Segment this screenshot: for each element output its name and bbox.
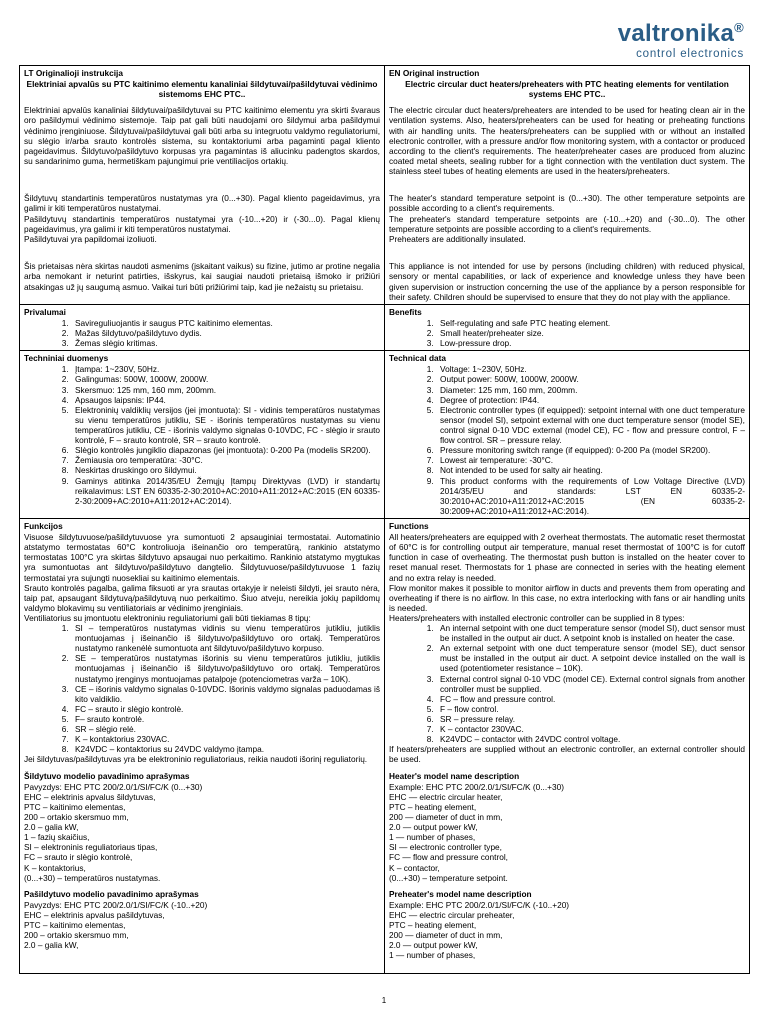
company-logo bbox=[604, 16, 744, 61]
list-item: 9. Gaminys atitinka 2014/35/EU Žemųjų Įtampų Direktyvas (LVD) ir standartų reikalavimus: LST EN 60335-2-30:2010+AC:2010+A11:2012+AC:2015 (EN 60335-2-30:2009+AC:2010+A11:2012+AC:2014). bbox=[71, 476, 380, 506]
en-heater-model-line: PTC – heating element, bbox=[389, 801, 477, 812]
list-item: 8. Not intended to be used for salty air heating. bbox=[436, 465, 745, 475]
en-heater-model-line: EHC — electric circular heater, bbox=[389, 791, 503, 802]
lt-heater-model-line: (0...+30) – temperatūros nustatymas. bbox=[24, 872, 161, 883]
lt-benefits-heading: Privalumai bbox=[24, 306, 66, 317]
en-technical-list bbox=[418, 364, 745, 516]
list-item: 2. SE – temperatūros nustatymas išorinis su vienu temperatūros jutikliu, jutiklis montuojamas į išeinančio iš šildytuvo/pašildytuvo oro ortakį. Temperatūros nustatymo įrenginys montuojamas patalpoje (potenciometras varža – 10K). bbox=[71, 653, 380, 683]
lt-intro-paragraph: Šildytuvų standartinis temperatūros nustatymas yra (0...+30). Pagal kliento pageidavimus, yra galimi ir kiti temperatūros nustatymai. Pašildytuvų standartinis temperatūros nustatymai yra (-10...+20) ir (-30...0). Pagal klienų pageidavimus, yra galimi ir kiti temperatūros nustatymai. Pašildytuvai yra papildomai izoliuoti. bbox=[24, 193, 380, 244]
list-item: 3. Low-pressure drop. bbox=[436, 338, 745, 348]
list-item: 1. Savireguliuojantis ir saugus PTC kaitinimo elementas. bbox=[71, 318, 380, 328]
en-heater-model-heading: Heater's model name description bbox=[389, 770, 520, 781]
lt-preheater-model-line: 200 – ortakio skersmuo mm, bbox=[24, 930, 129, 941]
benefits-en-cell bbox=[385, 304, 750, 350]
en-functions-note: If heaters/preheaters are supplied without an electronic controller, an external controller should be used. bbox=[389, 744, 745, 765]
en-functions-paragraph: Heaters/preheaters with installed electronic controller can be supplied in 8 types: bbox=[389, 612, 685, 623]
en-intro-paragraph: The heater's standard temperature setpoint is (0...+30). The other temperature setpoints are possible according to a client's requirements. The preheater's standard temperature setpoints are (-10...+20) and (-30...0). The other temperature setpoints are possible according to a client's requirements. Preheaters are additionally insulated. bbox=[389, 193, 745, 244]
list-item: 1. Voltage: 1~230V, 50Hz. bbox=[436, 364, 745, 374]
lt-preheater-model-line: PTC – kaitinimo elementas, bbox=[24, 920, 126, 931]
intro-row bbox=[20, 66, 750, 305]
lt-preheater-model-line: 2.0 – galia kW, bbox=[24, 940, 79, 951]
list-item: 4. Apsaugos laipsnis: IP44. bbox=[71, 395, 380, 405]
list-item: 6. SR – pressure relay. bbox=[436, 714, 745, 724]
list-item: 3. External control signal 0-10 VDC (model CE). External control signals from another controller must be supplied. bbox=[436, 674, 745, 694]
lt-title: Elektriniai apvalūs su PTC kaitinimo elementu kanaliniai šildytuvai/pašildytuvai vėdinimo sistemoms EHC PTC.. bbox=[26, 79, 378, 100]
list-item: 1. Įtampa: 1~230V, 50Hz. bbox=[71, 364, 380, 374]
lt-functions-note: Jei šildytuvas/pašildytuvas yra be elektroninio reguliatoriaus, reikia naudoti išorinį reguliatorių. bbox=[24, 754, 368, 765]
technical-row bbox=[20, 351, 750, 519]
en-benefits-heading: Benefits bbox=[389, 306, 422, 317]
en-preheater-model-line: EHC — electric circular preheater, bbox=[389, 910, 515, 920]
list-item: 4. Degree of protection: IP44. bbox=[436, 395, 745, 405]
logo-brand: valtronika bbox=[617, 20, 735, 47]
list-item: 3. Žemas slėgio kritimas. bbox=[71, 338, 380, 348]
en-heater-model-line: 2.0 — output power kW, bbox=[389, 822, 478, 833]
en-controller-types-list bbox=[418, 623, 745, 744]
en-heater-model-line: 1 — number of phases, bbox=[389, 832, 476, 843]
list-item: 5. F – flow control. bbox=[436, 704, 745, 714]
list-item: 2. Mažas šildytuvo/pašildytuvo dydis. bbox=[71, 328, 380, 338]
lt-heater-model-line: 2.0 – galia kW, bbox=[24, 822, 79, 833]
lt-heater-model-line: Pavyzdys: EHC PTC 200/2.0/1/SI/FC/K (0...+30) bbox=[24, 781, 203, 792]
logo-subtitle: control electronics bbox=[636, 48, 744, 60]
functions-lt-cell bbox=[20, 518, 385, 973]
benefits-lt-cell bbox=[20, 304, 385, 350]
list-item: 6. SR – slėgio relė. bbox=[71, 724, 380, 734]
en-preheater-model-line: 2.0 — output power kW, bbox=[389, 940, 478, 951]
en-preheater-model-heading: Preheater's model name description bbox=[389, 888, 532, 899]
instruction-table bbox=[19, 65, 750, 974]
list-item: 5. Electronic controller types (if equipped): setpoint internal with one duct temperature sensor (model SI), setpoint external with one duct temperature sensor (model SE), control signal 0-10 VDC external (model CE), FC - flow and pressure control, F – flow control. SR – pressure relay. bbox=[436, 405, 745, 445]
list-item: 8. K24VDC – contactor with 24VDC control voltage. bbox=[436, 734, 745, 744]
list-item: 6. Slėgio kontrolės jungiklio diapazonas (jei įmontuota): 0-200 Pa (modelis SR200). bbox=[71, 445, 380, 455]
en-intro-paragraph: The electric circular duct heaters/preheaters are intended to be used for heating clean air in the ventilation systems. Also, heaters/preheaters can be used for heating or preheating functions with air handling units. The heaters/preheaters can be supplied with or without an installed electronic controller, with a pressure and/or flow monitoring system, with a contactor or produced according to the client's requirements. The heater/preheater cases are produced from aluzinc coated metal sheets, sealing rubber for a tight connection with the ventilation duct system. The stainless steel tubes of heating elements are used in the heaters/preheaters. bbox=[389, 105, 745, 176]
lt-heater-model-line: EHC – elektrinis apvalus šildytuvas, bbox=[24, 791, 156, 802]
en-heater-model-line: (0...+30) – temperature setpoint. bbox=[389, 872, 508, 883]
list-item: 7. K – contactor 230VAC. bbox=[436, 724, 745, 734]
intro-en-cell bbox=[385, 66, 750, 305]
lt-functions-heading: Funkcijos bbox=[24, 520, 63, 531]
functions-en-cell bbox=[385, 518, 750, 973]
lt-functions-paragraph: Ventiliatorius su įmontuotu elektroniniu reguliatoriumi gali būti tiekiamas 8 tipų: bbox=[24, 612, 311, 623]
en-functions-paragraph: Flow monitor makes it possible to monitor airflow in ducts and prevents them from operating and overheating if there is no airflow. In this case, no extra interlocking with fans or air handling units is needed. bbox=[389, 582, 745, 613]
list-item: 4. FC – flow and pressure control. bbox=[436, 694, 745, 704]
list-item: 8. K24VDC – kontaktorius su 24VDC valdymo įtampa. bbox=[71, 744, 380, 754]
lt-heater-model-line: SI – elektroninis reguliatoriaus tipas, bbox=[24, 842, 158, 853]
lt-technical-heading: Techniniai duomenys bbox=[24, 353, 109, 364]
list-item: 1. Self-regulating and safe PTC heating element. bbox=[436, 318, 745, 328]
lt-language-label: LT Originalioji instrukcija bbox=[24, 68, 123, 78]
lt-heater-model-line: K – kontaktorius, bbox=[24, 862, 86, 873]
list-item: 2. An external setpoint with one duct temperature sensor (model SE), duct sensor must be installed in the output air duct. A setpoint device installed on the wall is used (potentiometer resistance – 10K). bbox=[436, 643, 745, 673]
en-benefits-list bbox=[418, 318, 745, 348]
list-item: 3. Diameter: 125 mm, 160 mm, 200mm. bbox=[436, 385, 745, 395]
functions-row bbox=[20, 518, 750, 973]
list-item: 8. Neskirtas druskingo oro šildymui. bbox=[71, 465, 380, 475]
list-item: 6. Pressure monitoring switch range (if equipped): 0-200 Pa (model SR200). bbox=[436, 445, 745, 455]
en-intro-paragraph: This appliance is not intended for use by persons (including children) with reduced physical, sensory or mental capabilities, or lack of experience and knowledge unless they have been given supervision or instruction concerning the use of the appliance by a person responsible for their safety. Children should be supervised to ensure that they do not play with the appliance. bbox=[389, 261, 745, 302]
en-language-label: EN Original instruction bbox=[389, 68, 480, 78]
intro-lt-cell bbox=[20, 66, 385, 305]
benefits-row bbox=[20, 304, 750, 350]
lt-intro-paragraph: Elektriniai apvalūs kanaliniai šildytuvai/pašildytuvai su PTC kaitinimo elementu yra skirti švaraus oro pašildymui vėdinimo sistemoje. Taip pat gali būti naudojami oro šildymui arba pašildymui vėdinimo įrenginiuose. Šildytuvai/pašildytuvai gali būti arba su integruotu valdymo reguliatoriumi, su slėgio ir/arba srauto kontrolės sistema, su kontaktoriumi arba pagaminti pagal kliento pageidavimus. Šildytuvo/pašildytuvo korpusas yra pagamintas iš aliucinku padengtos skardos, su sandarinimo guma, hermetiškam pajungimui prie ventiliacijos ortakių. bbox=[24, 105, 380, 166]
list-item: 7. Žemiausia oro temperatūra: -30°C. bbox=[71, 455, 380, 465]
technical-en-cell bbox=[385, 351, 750, 519]
page-number: 1 bbox=[381, 996, 387, 1005]
list-item: 4. FC – srauto ir slėgio kontrolė. bbox=[71, 704, 380, 714]
en-preheater-model-line: Example: EHC PTC 200/2.0/1/SI/FC/K (-10..+20) bbox=[389, 899, 570, 910]
en-functions-heading: Functions bbox=[389, 520, 429, 531]
en-heater-model-line: SI — electronic controller type, bbox=[389, 842, 502, 853]
list-item: 7. Lowest air temperature: -30°C. bbox=[436, 455, 745, 465]
en-title: Electric circular duct heaters/preheaters with PTC heating elements for ventilation systems EHC PTC.. bbox=[405, 79, 729, 100]
list-item: 3. Skersmuo: 125 mm, 160 mm, 200mm. bbox=[71, 385, 380, 395]
en-functions-paragraph: All heaters/preheaters are equipped with 2 overheat thermostats. The automatic reset thermostat of 60°C is for controlling output air temperature, manual reset thermostat of 100°C is for cutoff function in case of overheating. The thermostat push button is installed on the heater cover to reset manual reset. Thermostats for 1 phase are connected in series with the heating element and no extra relay is needed. bbox=[389, 532, 745, 583]
lt-preheater-model-heading: Pašildytuvo modelio pavadinimo aprašymas bbox=[24, 888, 199, 899]
lt-heater-model-heading: Šildytuvo modelio pavadinimo aprašymas bbox=[24, 770, 190, 781]
lt-preheater-model-line: EHC – elektrinis apvalus pašildytuvas, bbox=[24, 910, 165, 920]
lt-functions-paragraph: Visuose šildytuvuose/pašildytuvuose yra sumontuoti 2 apsauginiai termostatai. Automatinio atstatymo termostatas 60°C kontroliuoja išeinančio oro temperatūrą, rankinio atstatymo termostatas 100°C yra skirtas šildytuvo apsaugai nuo perkaitimo. Rankinio atstatymo mygtukas yra sumontuotas ant šildytuvo/pašildytuvo dangtelio. Šildytuvuose/pašildytuvuose 1 fazių termostatai yra sujungti nuosekliai su kaitinimo elementais. bbox=[24, 532, 380, 583]
lt-functions-paragraph: Srauto kontrolės pagalba, galima fiksuoti ar yra srautas ortakyje ir neleisti šildyti, jei srauto nėra, taip pat, apsaugant šildytuvą/pašildytuvą nuo perkaitimo. Šiuo atveju, nereikia jokių papildomų valdymo blokavimų su ventiliatoriais ar vėdinimo įrenginiais. bbox=[24, 582, 380, 613]
lt-preheater-model-line: Pavyzdys: EHC PTC 200/2.0/1/SI/FC/K (-10..+20) bbox=[24, 899, 208, 910]
list-item: 7. K – kontaktorius 230VAC. bbox=[71, 734, 380, 744]
en-heater-model-line: K – contactor, bbox=[389, 862, 440, 873]
lt-controller-types-list bbox=[53, 623, 380, 754]
lt-heater-model-line: PTC – kaitinimo elementas, bbox=[24, 801, 126, 812]
list-item: 1. An internal setpoint with one duct temperature sensor (model SI), duct sensor must be installed in the output air duct. A setpoint knob is installed on heater the case. bbox=[436, 623, 745, 643]
logo-registered-mark: ® bbox=[734, 20, 744, 35]
lt-heater-model-line: 200 – ortakio skersmuo mm, bbox=[24, 812, 129, 823]
en-preheater-model-line: PTC – heating element, bbox=[389, 920, 477, 931]
en-preheater-model-line: 200 — diameter of duct in mm, bbox=[389, 930, 503, 941]
en-technical-heading: Technical data bbox=[389, 353, 447, 364]
list-item: 1. SI – temperatūros nustatymas vidinis su vienu temperatūros jutikliu, jutiklis montuojamas į išeinančio iš šildytuvo/pašildytuvo oro ortakį. Temperatūros nustatymo rankenėlė sumontuota ant šildytuvo/pašildytuvo korpuso. bbox=[71, 623, 380, 653]
en-heater-model-line: Example: EHC PTC 200/2.0/1/SI/FC/K (0...+30) bbox=[389, 781, 564, 792]
lt-heater-model-line: 1 – fazių skaičius, bbox=[24, 832, 90, 843]
en-heater-model-line: 200 — diameter of duct in mm, bbox=[389, 812, 503, 823]
list-item: 5. F– srauto kontrolė. bbox=[71, 714, 380, 724]
list-item: 2. Output power: 500W, 1000W, 2000W. bbox=[436, 374, 745, 384]
en-heater-model-line: FC — flow and pressure control, bbox=[389, 852, 508, 863]
list-item: 3. CE – išorinis valdymo signalas 0-10VDC. Išorinis valdymo signalas paduodamas iš kito valdiklio. bbox=[71, 684, 380, 704]
list-item: 2. Small heater/preheater size. bbox=[436, 328, 745, 338]
lt-benefits-list bbox=[53, 318, 380, 348]
list-item: 9. This product conforms with the requirements of Low Voltage Directive (LVD) 2014/35/EU and standards: LST EN 60335-2-30:2010+AC:2010+A11:2012+AC:2015 (EN 60335-2-30:2009+AC:2010+A11:2012+AC:2014). bbox=[436, 476, 745, 516]
list-item: 2. Galingumas: 500W, 1000W, 2000W. bbox=[71, 374, 380, 384]
list-item: 5. Elektroninių valdiklių versijos (jei įmontuota): SI - vidinis temperatūros nustatymas su vienu temperatūros jutikliu, SE - išorinis temperatūros nustatymas su vienu temperatūros jutikliu, CE - išorinis valdymo signalas 0-10VDC, FC - slėgio ir srauto kontrolė, F – srauto kontrolė, SR – srauto kontrolė. bbox=[71, 405, 380, 445]
en-preheater-model-line: 1 — number of phases, bbox=[389, 950, 476, 961]
lt-heater-model-line: FC – srauto ir slėgio kontrolė, bbox=[24, 852, 133, 863]
lt-intro-paragraph: Šis prietaisas nėra skirtas naudoti asmenims (įskaitant vaikus) su fizine, jutimo ar protine negalia arba nemokant ir neturint patirties, išskyrus, kai saugiai naudoti prietaisą išmoko ir prižiūri atsakingas už jų saugumą asmuo. Vaikai turi būti prižiūrimi taip, kad jie nežaistų su prietaisu. bbox=[24, 261, 380, 292]
lt-technical-list bbox=[53, 364, 380, 506]
technical-lt-cell bbox=[20, 351, 385, 519]
